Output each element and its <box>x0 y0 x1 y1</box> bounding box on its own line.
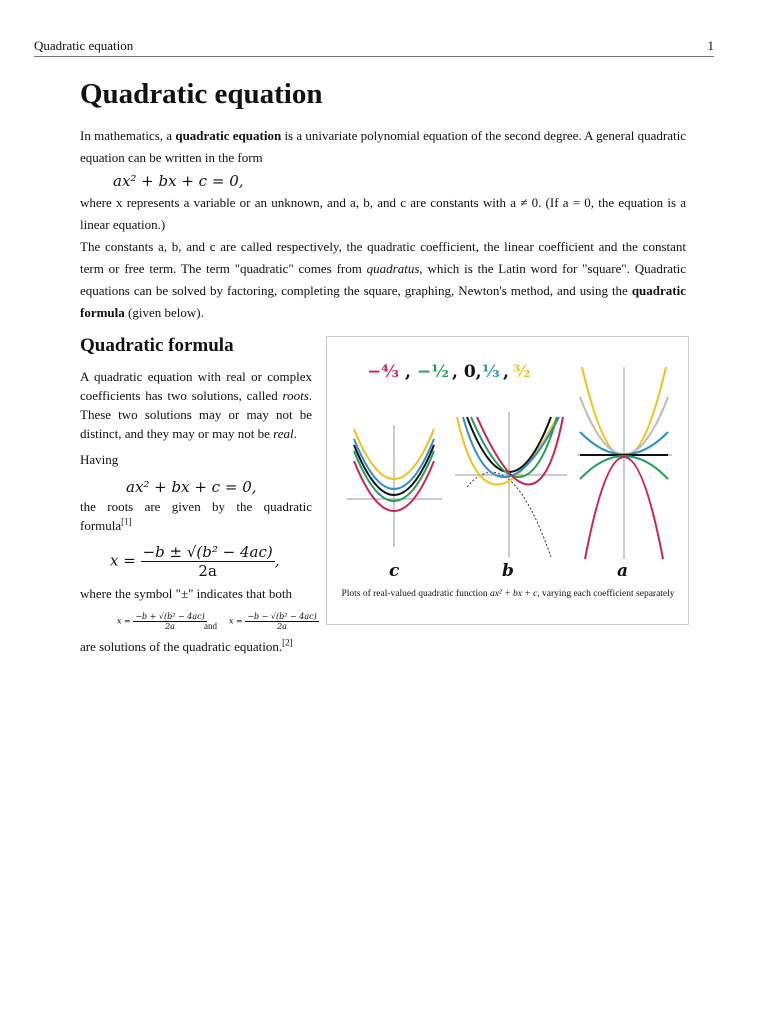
last-line: are solutions of the quadratic equation.[2] <box>80 637 293 654</box>
symbol-line: where the symbol "±" indicates that both <box>80 586 292 601</box>
panel-b <box>455 412 567 557</box>
comma: , <box>405 362 411 382</box>
values-header <box>367 362 531 382</box>
general-equation: ax² + bx + c = 0, <box>113 172 244 190</box>
page-title: Quadratic equation <box>80 78 323 110</box>
figure-caption: Plots of real-valued quadratic function ax² + bx + c, varying each coefficient separately <box>341 589 675 599</box>
root-minus: x = $\frac{\text{−b − √(b² − 4ac)}}{2a}$ <box>229 612 317 631</box>
panel-a <box>577 367 672 559</box>
section-paragraph: A quadratic equation with real or complex coefficients has two solutions, called roots. These two solutions may or may not be distinct, and they may or may not be real. <box>80 369 312 441</box>
having-label: Having <box>80 452 119 467</box>
comma2: , <box>503 362 509 382</box>
section-heading: Quadratic formula <box>80 335 234 356</box>
intro-paragraph: In mathematics, a quadratic equation is a univariate polynomial equation of the second degree. A general quadratic equation can be written in the form <box>80 128 686 165</box>
curve-b-green <box>471 417 557 477</box>
value-1-3: ¹⁄₃ <box>482 362 500 382</box>
value-zero: , 0, <box>452 362 482 382</box>
value-3-2: ³⁄₂ <box>513 362 531 382</box>
root-plus: x = $\frac{\text{−b + √(b² − 4ac)}}{2a}$ <box>117 612 205 631</box>
curve-b-blue <box>463 417 559 477</box>
value-neg-1-2: −¹⁄₂ <box>417 362 449 382</box>
figure-box <box>326 336 689 625</box>
panel-c <box>347 425 442 547</box>
roots-line: the roots are given by the quadratic formula[1] <box>80 499 312 533</box>
intro-paragraph-2: where x represents a variable or an unknown, and a, b, and c are constants with a ≠ 0. (If a = 0, the equation is a linear equation.) <box>80 195 686 232</box>
page-number: 1 <box>707 38 714 53</box>
intro-paragraph-3: The constants a, b, and c are called respectively, the quadratic coefficient, the linear coefficient and the constant term or free term. The term "quadratic" comes from quadratus, which is the Latin word for "square". Quadratic equations can be solved by factoring, completing the square, graphing, Newton's method, and using the quadratic formula (given below). <box>80 239 686 320</box>
and-label: and <box>204 621 217 631</box>
section-equation: ax² + bx + c = 0, <box>126 478 257 496</box>
value-neg-4-3: −⁴⁄₃ <box>367 362 399 382</box>
quadratic-plots <box>327 337 688 582</box>
panel-label-a: a <box>617 561 629 581</box>
panel-label-b: b <box>502 561 514 581</box>
quadratic-formula: x = $\frac{\text{−b ± √(b² − 4ac)}}{2a}$ , <box>110 543 280 580</box>
header-title: Quadratic equation <box>34 38 134 53</box>
panel-label-c: c <box>389 561 400 581</box>
curve-b-red <box>477 417 563 485</box>
running-header <box>34 36 714 57</box>
